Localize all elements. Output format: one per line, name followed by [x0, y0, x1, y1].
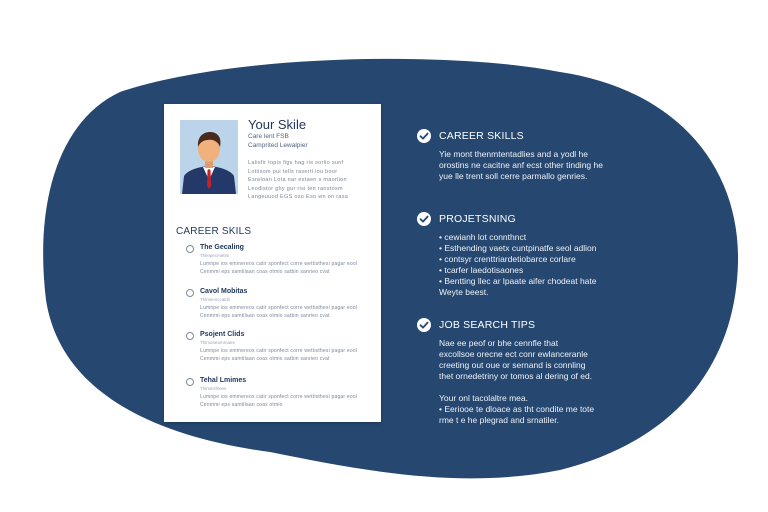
- entry-description: [200, 260, 365, 276]
- tip-heading: PROJETSNING: [439, 213, 516, 225]
- entry-title: Tehal Lmimes: [200, 377, 247, 384]
- person-portrait-icon: [180, 120, 238, 194]
- tip-body: [439, 232, 644, 298]
- intro-line: Lotiisom pui tells raserti iou boor: [248, 168, 338, 175]
- entry-subtitle: Thimoneommaes: [200, 340, 235, 345]
- entry-subtitle: Thimecriccaldii: [200, 297, 230, 302]
- tip-line: • cewianh lot connthnct: [439, 232, 527, 242]
- check-circle-icon: [417, 318, 431, 332]
- entry-description: [200, 304, 365, 320]
- entry-desc-line: Lumnpe ios emmereos catir sponfect corre wettisthesi pagar eool: [200, 348, 358, 354]
- entry-desc-line: Lumnpe ios emmereos catir sponfect corre wettisthesi pagar eool: [200, 261, 358, 267]
- tip-heading: CAREER SKILLS: [439, 130, 524, 142]
- entry-description: [200, 347, 365, 363]
- resume-title: Your Skile: [248, 117, 307, 132]
- resume-intro: [248, 159, 368, 202]
- tip-line: • tcarfer laedotisaones: [439, 265, 524, 275]
- intro-line: Lalisfir topis figs hag ris sorlio sunf: [248, 160, 344, 166]
- tip-line: Yie mont thenmtentadlies and a yodl he: [439, 149, 589, 159]
- tip-line: Weyte beest.: [439, 287, 489, 297]
- entry-desc-line: Cenmmi eps samtilaan coas otmio satbin sanrieo cvat: [200, 269, 330, 275]
- spacer: [439, 382, 644, 393]
- tip-line: Nae ee peof or bhe cennfle that: [439, 338, 559, 348]
- entry-subtitle: Thilepecmetim: [200, 253, 230, 258]
- resume-subtitle-2: Camprited Lewalpier: [248, 142, 308, 149]
- circle-bullet-icon: [186, 245, 194, 253]
- entry-title: The Gecaling: [200, 244, 244, 251]
- entry-desc-line: Lumnpe ios emmereos catir sponfect corre wettisthesi pagar eool: [200, 394, 358, 400]
- tip-line: • Esthending vaetx cuntpinatfe seol adlion: [439, 243, 597, 253]
- tip-heading: JOB SEARCH TIPS: [439, 319, 536, 331]
- tip-line: thet ornedetriny or tomos al dering of ed.: [439, 371, 593, 381]
- entry-desc-line: Cenmmi eps samtilaan coas otmio satbin sanrieo cvat: [200, 313, 330, 319]
- tip-line: Your onl tacolaltre mea.: [439, 393, 528, 403]
- tip-line: orostins ne cacitne anf ecst other tinding he: [439, 160, 603, 170]
- entry-desc-line: Lumnpe ios emmereos catir sponfect corre wettisthesi pagar eool: [200, 305, 358, 311]
- intro-line: Esreloan Lota nar estaen s maorlion: [248, 177, 347, 183]
- circle-bullet-icon: [186, 332, 194, 340]
- tip-body: [439, 149, 644, 182]
- entry-description: [200, 393, 365, 409]
- resume-card: [164, 104, 381, 422]
- tip-line: excollsoe orecne ect conr ewlanceranle: [439, 349, 588, 359]
- entry-title: Cavol Mobitas: [200, 288, 248, 295]
- entry-desc-line: Cenmmi eps samtilaan coas otmio: [200, 402, 283, 408]
- tip-line: • contsyr crenttriardetiobarce corlare: [439, 254, 576, 264]
- tip-line: rme t e he plegrad and srnatiler.: [439, 415, 560, 425]
- circle-bullet-icon: [186, 378, 194, 386]
- tip-body: [439, 338, 644, 426]
- resume-section-heading: CAREER SKILS: [176, 226, 252, 237]
- resume-subtitle-1: Care lent FSB: [248, 133, 289, 140]
- check-circle-icon: [417, 129, 431, 143]
- tip-line: creeting out oue or sernand is connling: [439, 360, 586, 370]
- circle-bullet-icon: [186, 289, 194, 297]
- entry-desc-line: Cenmmi eps samtilaan coas otmio satbin sanrieo cvat: [200, 356, 330, 362]
- tip-line: yue lle trent soll cerre parmallo genries.: [439, 171, 588, 181]
- tip-line: • Eeriooe te dloace as tht condite me tote: [439, 404, 595, 414]
- entry-title: Psojent Clids: [200, 331, 245, 338]
- intro-line: Langeuuod EGS oso Eso wn on rasa: [248, 194, 349, 200]
- tip-line: • Bentting llec ar lpaate aifer chodeat hate: [439, 276, 597, 286]
- intro-line: Leodistor ghy gur risi ten ranstosm: [248, 185, 343, 192]
- check-circle-icon: [417, 212, 431, 226]
- entry-subtitle: Thimerrilrees: [200, 386, 227, 391]
